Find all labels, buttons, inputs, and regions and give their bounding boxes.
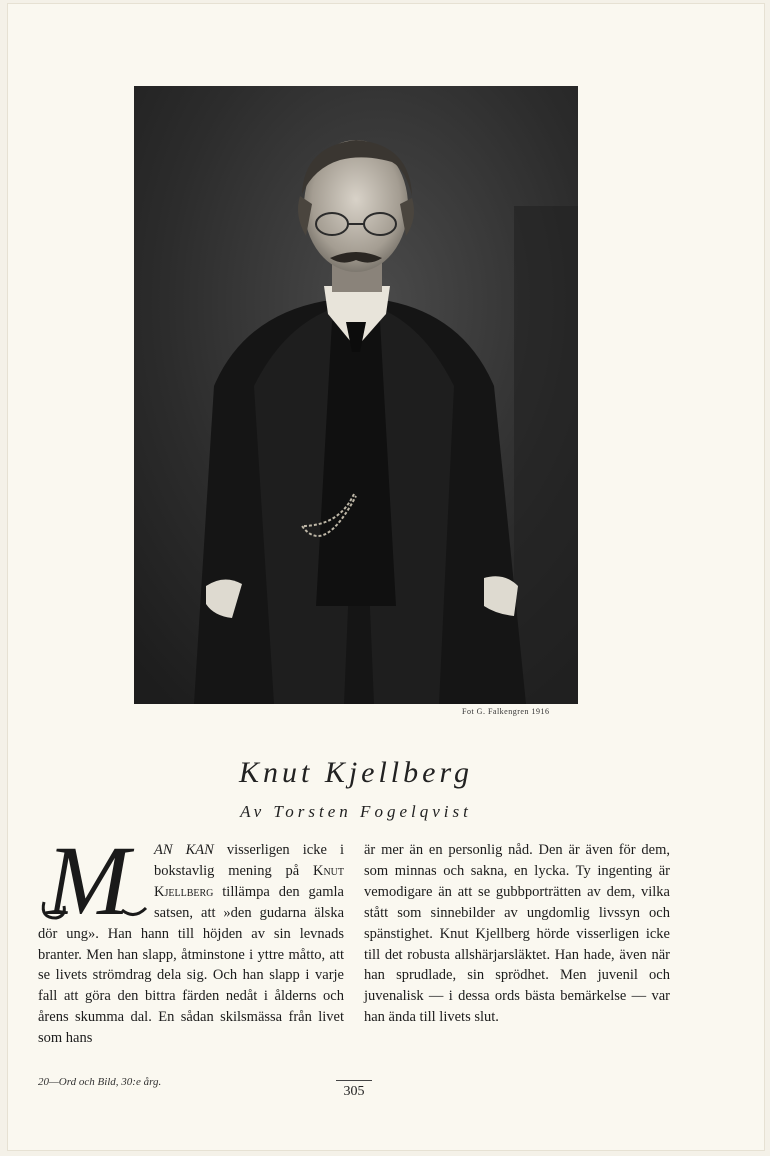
- drop-cap: [38, 840, 150, 922]
- left-text-part2: tillämpa den gamla satsen, att »den gudarna älska dör ung». Han hann till höjden av sin levnads branter. Men han slapp, åtminstone i yttre måtto, att se livets strömdrag dela sig. Och han slapp i varje fall att göra den bittra färden nedåt i ålderns och årens skumma dal. En sådan skilsmässa från livet som hans: [38, 883, 344, 1047]
- text-column-left: [38, 840, 344, 1049]
- subject-name: Knut Kjellberg: [154, 862, 344, 900]
- page-number: 305: [343, 1084, 365, 1099]
- drop-cap-letter: M: [46, 840, 130, 922]
- right-column-text: är mer än en personlig nåd. Den är även för dem, som minnas och sakna, en lycka. Ty ingenting är vemodigare än att se gubbporträtten av dem, vilka stått som sinnebilder av ungdomlig livssyn och spänstighet. Knut Kjellberg hörde visserligen icke till det robusta allshärjarsläktet. Han hade, även när han sprudlade, sin sprödhet. Men juvenil och juvenalisk — i dessa ords bästa bemärkelse — var han ända till livets slut.: [364, 842, 670, 1026]
- portrait-image: [134, 86, 578, 704]
- page: [8, 4, 764, 1150]
- page-number-rule: [336, 1080, 372, 1081]
- photo-credit: Fot G. Falkengren 1916: [462, 707, 550, 716]
- lead-words: AN KAN: [154, 842, 214, 858]
- article-title: Knut Kjellberg: [238, 756, 474, 789]
- left-text-part1: visserligen icke i bokstavlig mening på: [154, 842, 344, 879]
- text-column-right: [364, 840, 670, 1028]
- signature-line: 20—Ord och Bild, 30:e årg.: [38, 1076, 162, 1088]
- article-byline: Av Torsten Fogelqvist: [240, 802, 472, 821]
- portrait-photo: [134, 86, 578, 704]
